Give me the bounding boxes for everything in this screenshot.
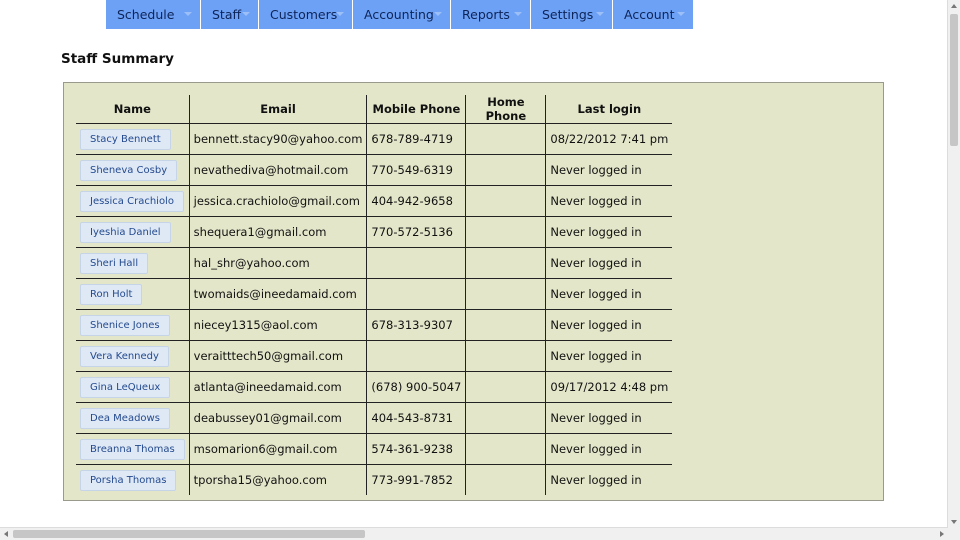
scroll-thumb[interactable]	[950, 14, 958, 146]
staff-name-button[interactable]: Vera Kennedy	[80, 346, 169, 367]
header-mobile: Mobile Phone	[367, 95, 466, 124]
table-row	[76, 217, 672, 248]
cell-mobile: 678-789-4719	[367, 124, 466, 155]
staff-name-button[interactable]: Iyeshia Daniel	[80, 222, 171, 243]
table-row	[76, 279, 672, 310]
cell-mobile	[367, 279, 466, 310]
cell-name	[76, 155, 189, 186]
staff-name-button[interactable]: Ron Holt	[80, 284, 142, 305]
cell-name	[76, 279, 189, 310]
cell-email: jessica.crachiolo@gmail.com	[189, 186, 367, 217]
chevron-down-icon	[434, 12, 442, 16]
cell-last-login: Never logged in	[546, 217, 672, 248]
cell-home	[466, 124, 546, 155]
top-nav	[106, 0, 694, 29]
staff-panel	[63, 82, 884, 501]
cell-name	[76, 248, 189, 279]
cell-last-login: Never logged in	[546, 186, 672, 217]
staff-name-button[interactable]: Shenice Jones	[80, 315, 170, 336]
cell-name	[76, 434, 189, 465]
staff-name-button[interactable]: Sheri Hall	[80, 253, 148, 274]
cell-mobile: 404-942-9658	[367, 186, 466, 217]
cell-mobile: 770-549-6319	[367, 155, 466, 186]
scroll-thumb[interactable]	[13, 530, 365, 538]
table-header-row	[76, 95, 672, 124]
nav-label: Reports	[462, 7, 510, 22]
table-row	[76, 186, 672, 217]
cell-last-login: 09/17/2012 4:48 pm	[546, 372, 672, 403]
cell-name	[76, 124, 189, 155]
nav-label: Accounting	[364, 7, 434, 22]
table-row	[76, 248, 672, 279]
scroll-right-icon[interactable]	[940, 531, 944, 537]
vertical-scrollbar[interactable]	[947, 0, 960, 528]
page-title: Staff Summary	[61, 51, 174, 67]
cell-mobile: 404-543-8731	[367, 403, 466, 434]
header-email: Email	[189, 95, 367, 124]
nav-staff[interactable]	[201, 0, 259, 29]
cell-name	[76, 403, 189, 434]
nav-label: Settings	[542, 7, 594, 22]
cell-home	[466, 279, 546, 310]
nav-reports[interactable]	[451, 0, 531, 29]
nav-settings[interactable]	[531, 0, 613, 29]
header-name: Name	[76, 95, 189, 124]
cell-last-login: Never logged in	[546, 434, 672, 465]
cell-home	[466, 434, 546, 465]
staff-table	[76, 95, 672, 495]
cell-name	[76, 217, 189, 248]
table-row	[76, 372, 672, 403]
chevron-down-icon	[677, 12, 685, 16]
cell-email: hal_shr@yahoo.com	[189, 248, 367, 279]
cell-mobile: (678) 900-5047	[367, 372, 466, 403]
table-row	[76, 310, 672, 341]
scrollbar-corner	[948, 528, 960, 540]
cell-email: shequera1@gmail.com	[189, 217, 367, 248]
cell-home	[466, 465, 546, 496]
cell-name	[76, 310, 189, 341]
cell-mobile: 770-572-5136	[367, 217, 466, 248]
cell-mobile: 574-361-9238	[367, 434, 466, 465]
cell-mobile	[367, 248, 466, 279]
cell-mobile: 773-991-7852	[367, 465, 466, 496]
staff-name-button[interactable]: Sheneva Cosby	[80, 160, 177, 181]
chevron-down-icon	[514, 12, 522, 16]
cell-email: bennett.stacy90@yahoo.com	[189, 124, 367, 155]
cell-home	[466, 372, 546, 403]
nav-accounting[interactable]	[353, 0, 451, 29]
scroll-left-icon[interactable]	[4, 531, 8, 537]
cell-home	[466, 310, 546, 341]
nav-schedule[interactable]	[106, 0, 201, 29]
nav-label: Customers	[270, 7, 338, 22]
nav-customers[interactable]	[259, 0, 353, 29]
table-row	[76, 155, 672, 186]
cell-last-login: Never logged in	[546, 310, 672, 341]
cell-email: twomaids@ineedamaid.com	[189, 279, 367, 310]
cell-home	[466, 186, 546, 217]
table-row	[76, 341, 672, 372]
cell-last-login: Never logged in	[546, 248, 672, 279]
horizontal-scrollbar[interactable]	[0, 527, 948, 540]
staff-table-body	[76, 124, 672, 496]
cell-home	[466, 217, 546, 248]
cell-last-login: Never logged in	[546, 155, 672, 186]
nav-label: Schedule	[117, 7, 175, 22]
cell-email: atlanta@ineedamaid.com	[189, 372, 367, 403]
chevron-down-icon	[242, 12, 250, 16]
cell-email: veraitttech50@gmail.com	[189, 341, 367, 372]
staff-name-button[interactable]: Jessica Crachiolo	[80, 191, 184, 212]
cell-name	[76, 372, 189, 403]
table-row	[76, 434, 672, 465]
nav-label: Staff	[212, 7, 242, 22]
header-last-login: Last login	[546, 95, 672, 124]
cell-name	[76, 186, 189, 217]
chevron-down-icon	[336, 12, 344, 16]
staff-name-button[interactable]: Porsha Thomas	[80, 470, 176, 491]
nav-label: Account	[624, 7, 675, 22]
cell-last-login: Never logged in	[546, 341, 672, 372]
table-row	[76, 124, 672, 155]
scroll-down-icon[interactable]	[951, 520, 957, 524]
cell-home	[466, 341, 546, 372]
cell-last-login: 08/22/2012 7:41 pm	[546, 124, 672, 155]
staff-name-button[interactable]: Dea Meadows	[80, 408, 170, 429]
staff-name-button[interactable]: Gina LeQueux	[80, 377, 170, 398]
cell-last-login: Never logged in	[546, 465, 672, 496]
cell-email: tporsha15@yahoo.com	[189, 465, 367, 496]
cell-home	[466, 403, 546, 434]
table-row	[76, 465, 672, 496]
cell-last-login: Never logged in	[546, 403, 672, 434]
cell-home	[466, 155, 546, 186]
scroll-up-icon[interactable]	[951, 4, 957, 8]
table-row	[76, 403, 672, 434]
cell-mobile: 678-313-9307	[367, 310, 466, 341]
cell-last-login: Never logged in	[546, 279, 672, 310]
cell-email: deabussey01@gmail.com	[189, 403, 367, 434]
cell-mobile	[367, 341, 466, 372]
chevron-down-icon	[596, 12, 604, 16]
cell-email: niecey1315@aol.com	[189, 310, 367, 341]
cell-email: nevathediva@hotmail.com	[189, 155, 367, 186]
staff-name-button[interactable]: Breanna Thomas	[80, 439, 185, 460]
chevron-down-icon	[184, 12, 192, 16]
cell-email: msomarion6@gmail.com	[189, 434, 367, 465]
cell-name	[76, 465, 189, 496]
cell-name	[76, 341, 189, 372]
cell-home	[466, 248, 546, 279]
staff-name-button[interactable]: Stacy Bennett	[80, 129, 171, 150]
nav-account[interactable]	[613, 0, 694, 29]
header-home: Home Phone	[466, 95, 546, 124]
